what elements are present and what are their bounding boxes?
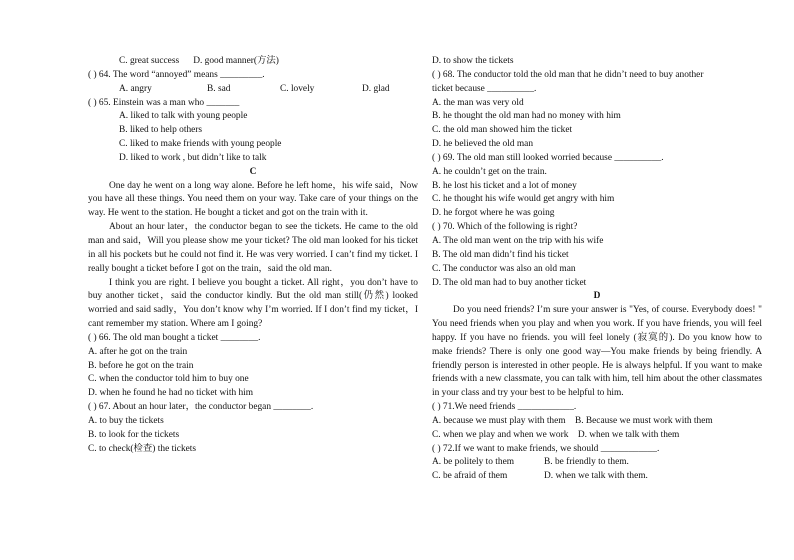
q67-option-c: C. to check(检查) the tickets (88, 443, 197, 454)
q71-options-row-1 (432, 415, 762, 429)
q72-options-row-1 (432, 456, 762, 470)
q66-option-a: A. after he got on the train (88, 346, 188, 357)
q71-option-c: C. when we play and when we work (432, 429, 569, 440)
q71-options-row-2 (432, 429, 762, 443)
q71-option-d: D. when we talk with them (577, 429, 680, 440)
q65-option-a: A. liked to talk with young people (119, 111, 248, 122)
q68-option-c: C. the old man showed him the ticket (432, 125, 573, 136)
q66-option-d: D. when he found he had no ticket with him (88, 388, 254, 399)
q64-option-c: C. lovely (280, 83, 315, 94)
right-column (432, 55, 762, 484)
passage-c-paragraph-2: About an hour later，the conductor began to see the tickets. He came to the old man and said，Will you please show me your ticket? The old man looked for his ticket in all his pockets but he could not find it. He was very worried. I can’t find my ticket. I really bought a ticket before I got on the train，said the old man. (88, 222, 418, 274)
q72-option-c: C. be afraid of them (432, 471, 508, 482)
section-c-title: C (249, 166, 257, 177)
q70-option-c: C. The conductor was also an old man (432, 263, 576, 274)
q71-option-a: A. because we must play with them (432, 415, 566, 426)
q64-option-b: B. sad (207, 83, 231, 94)
left-column (88, 55, 418, 456)
q68-option-a: A. the man was very old (432, 97, 524, 108)
q66-option-c: C. when the conductor told him to buy one (88, 374, 249, 385)
q69-option-a: A. he couldn’t get on the train. (432, 166, 547, 177)
q72-options-row-2 (432, 470, 762, 484)
q71-stem: ( ) 71.We need friends ____________. (432, 402, 577, 413)
q71-option-b: B. Because we must work with them (574, 415, 713, 426)
q69-stem: ( ) 69. The old man still looked worried because __________. (432, 152, 664, 163)
passage-c-paragraph-3: I think you are right. I believe you bought a ticket. All right，you don’t have to buy another ticket，said the conductor kindly. But the old man still(仍然) looked worried and said sadly，You don’t know why I’m worried. If I don’t find my ticket，I cant remember my station. Where am I going? (88, 277, 418, 330)
q69-option-b: B. he lost his ticket and a lot of money (432, 180, 577, 191)
q65-option-d: D. liked to work , but didn’t like to talk (119, 152, 267, 163)
q70-option-a: A. The old man went on the trip with his wife (432, 235, 604, 246)
q65-stem: ( ) 65. Einstein was a man who _______ (88, 97, 240, 108)
q69-option-d: D. he forgot where he was going (432, 208, 555, 219)
q64-stem: ( ) 64. The word “annoyed” means _________. (88, 69, 265, 80)
q70-option-b: B. The old man didn’t find his ticket (432, 249, 569, 260)
q72-option-d: D. when we talk with them. (544, 471, 648, 482)
q67-option-b: B. to look for the tickets (88, 429, 180, 440)
q72-stem: ( ) 72.If we want to make friends, we should ____________. (432, 443, 660, 454)
q68-stem-line-2: ticket because __________. (432, 83, 537, 94)
q72-option-b: B. be friendly to them. (544, 457, 629, 468)
section-d-title: D (593, 291, 601, 302)
q66-option-b: B. before he got on the train (88, 360, 194, 371)
q63-option-c: C. great success (119, 56, 180, 66)
q64-options (88, 83, 418, 97)
q68-option-d: D. he believed the old man (432, 139, 534, 150)
q69-option-c: C. he thought his wife would get angry with him (432, 194, 615, 205)
passage-c-paragraph-1: One day he went on a long way alone. Before he left home，his wife said，Now you have all these things. You need them on your way. Take care of your things on the way. He went to the station. He bought a ticket and got on the train with it. (88, 180, 418, 219)
q70-stem: ( ) 70. Which of the following is right? (432, 222, 578, 233)
q65-option-c: C. liked to make friends with young people (119, 139, 282, 150)
q66-stem: ( ) 66. The old man bought a ticket ________. (88, 332, 261, 343)
q67-option-d: D. to show the tickets (432, 56, 514, 66)
q72-option-a: A. be politely to them (432, 457, 515, 468)
q67-stem: ( ) 67. About an hour later，the conductor began ________. (88, 402, 314, 413)
q64-option-a: A. angry (119, 83, 152, 94)
q64-option-d: D. glad (362, 83, 390, 94)
q67-option-a: A. to buy the tickets (88, 415, 164, 426)
q70-option-d: D. The old man had to buy another ticket (432, 277, 587, 288)
passage-d-paragraph: Do you need friends? I’m sure your answer is "Yes, of course. Everybody does! " You need friends when you play and when you work. If you have friends, you will feel happy. If you have no friends. you will feel lonely (寂寞的). Do you know how to make friends? There is only one good way—You make friends by being friendly. A friendly person is interested in other people. He is always helpful. If you want to make friends with a new classmate, you can talk with him, tell him about the other classmates in your class and try your best to be helpful to him. (432, 305, 762, 399)
q68-stem-line-1: ( ) 68. The conductor told the old man that he didn’t need to buy another (432, 69, 704, 80)
q68-option-b: B. he thought the old man had no money with him (432, 111, 621, 122)
q63-options (88, 55, 418, 69)
q63-option-d: D. good manner(方法) (193, 56, 279, 66)
q65-option-b: B. liked to help others (119, 125, 203, 136)
